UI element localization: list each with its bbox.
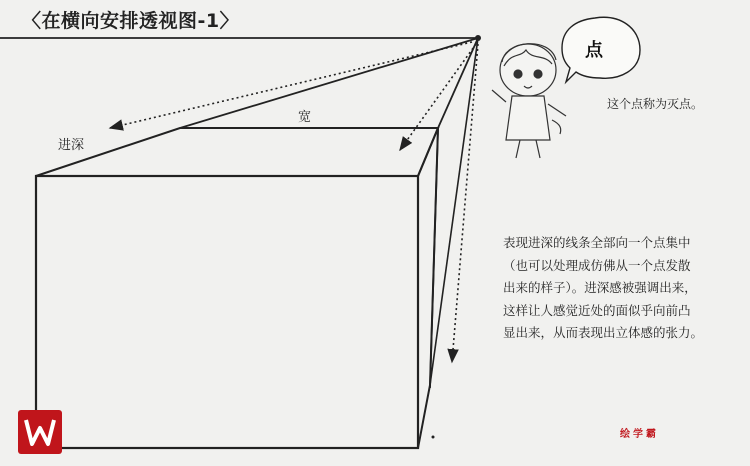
speech-bubble-text: 点 [585, 40, 603, 61]
paragraph-line: 显出来，从而表现出立体感的张力。 [503, 325, 704, 340]
depth-arrow [110, 42, 472, 128]
paragraph-line: 表现进深的线条全部向一个点集中 [503, 235, 691, 250]
brand-logo-icon [18, 410, 62, 454]
watermark-text: 绘学霸 [620, 429, 659, 440]
stray-mark [432, 436, 435, 439]
vanishing-point-caption: 这个点称为灭点。 [607, 97, 704, 111]
box-back-edge [430, 128, 438, 388]
vp-line-top-left [180, 38, 478, 128]
box-right-face [418, 128, 438, 448]
paragraph-line: 这样让人感觉近处的面似乎向前凸 [503, 302, 691, 318]
explanation-paragraph [503, 232, 750, 345]
box-top-face [36, 128, 438, 176]
width-label: 宽 [298, 110, 312, 125]
depth-label: 进深 [58, 138, 85, 153]
box-front-face [36, 176, 418, 448]
paragraph-line: 出来的样子）。进深感被强调出来， [503, 280, 697, 295]
chibi-character-illustration [492, 44, 566, 158]
vanishing-point [475, 35, 481, 41]
paragraph-line: （也可以处理成仿佛从一个点发散 [503, 257, 691, 273]
page-title: 〈在横向安排透视图-1〉 [22, 10, 240, 32]
